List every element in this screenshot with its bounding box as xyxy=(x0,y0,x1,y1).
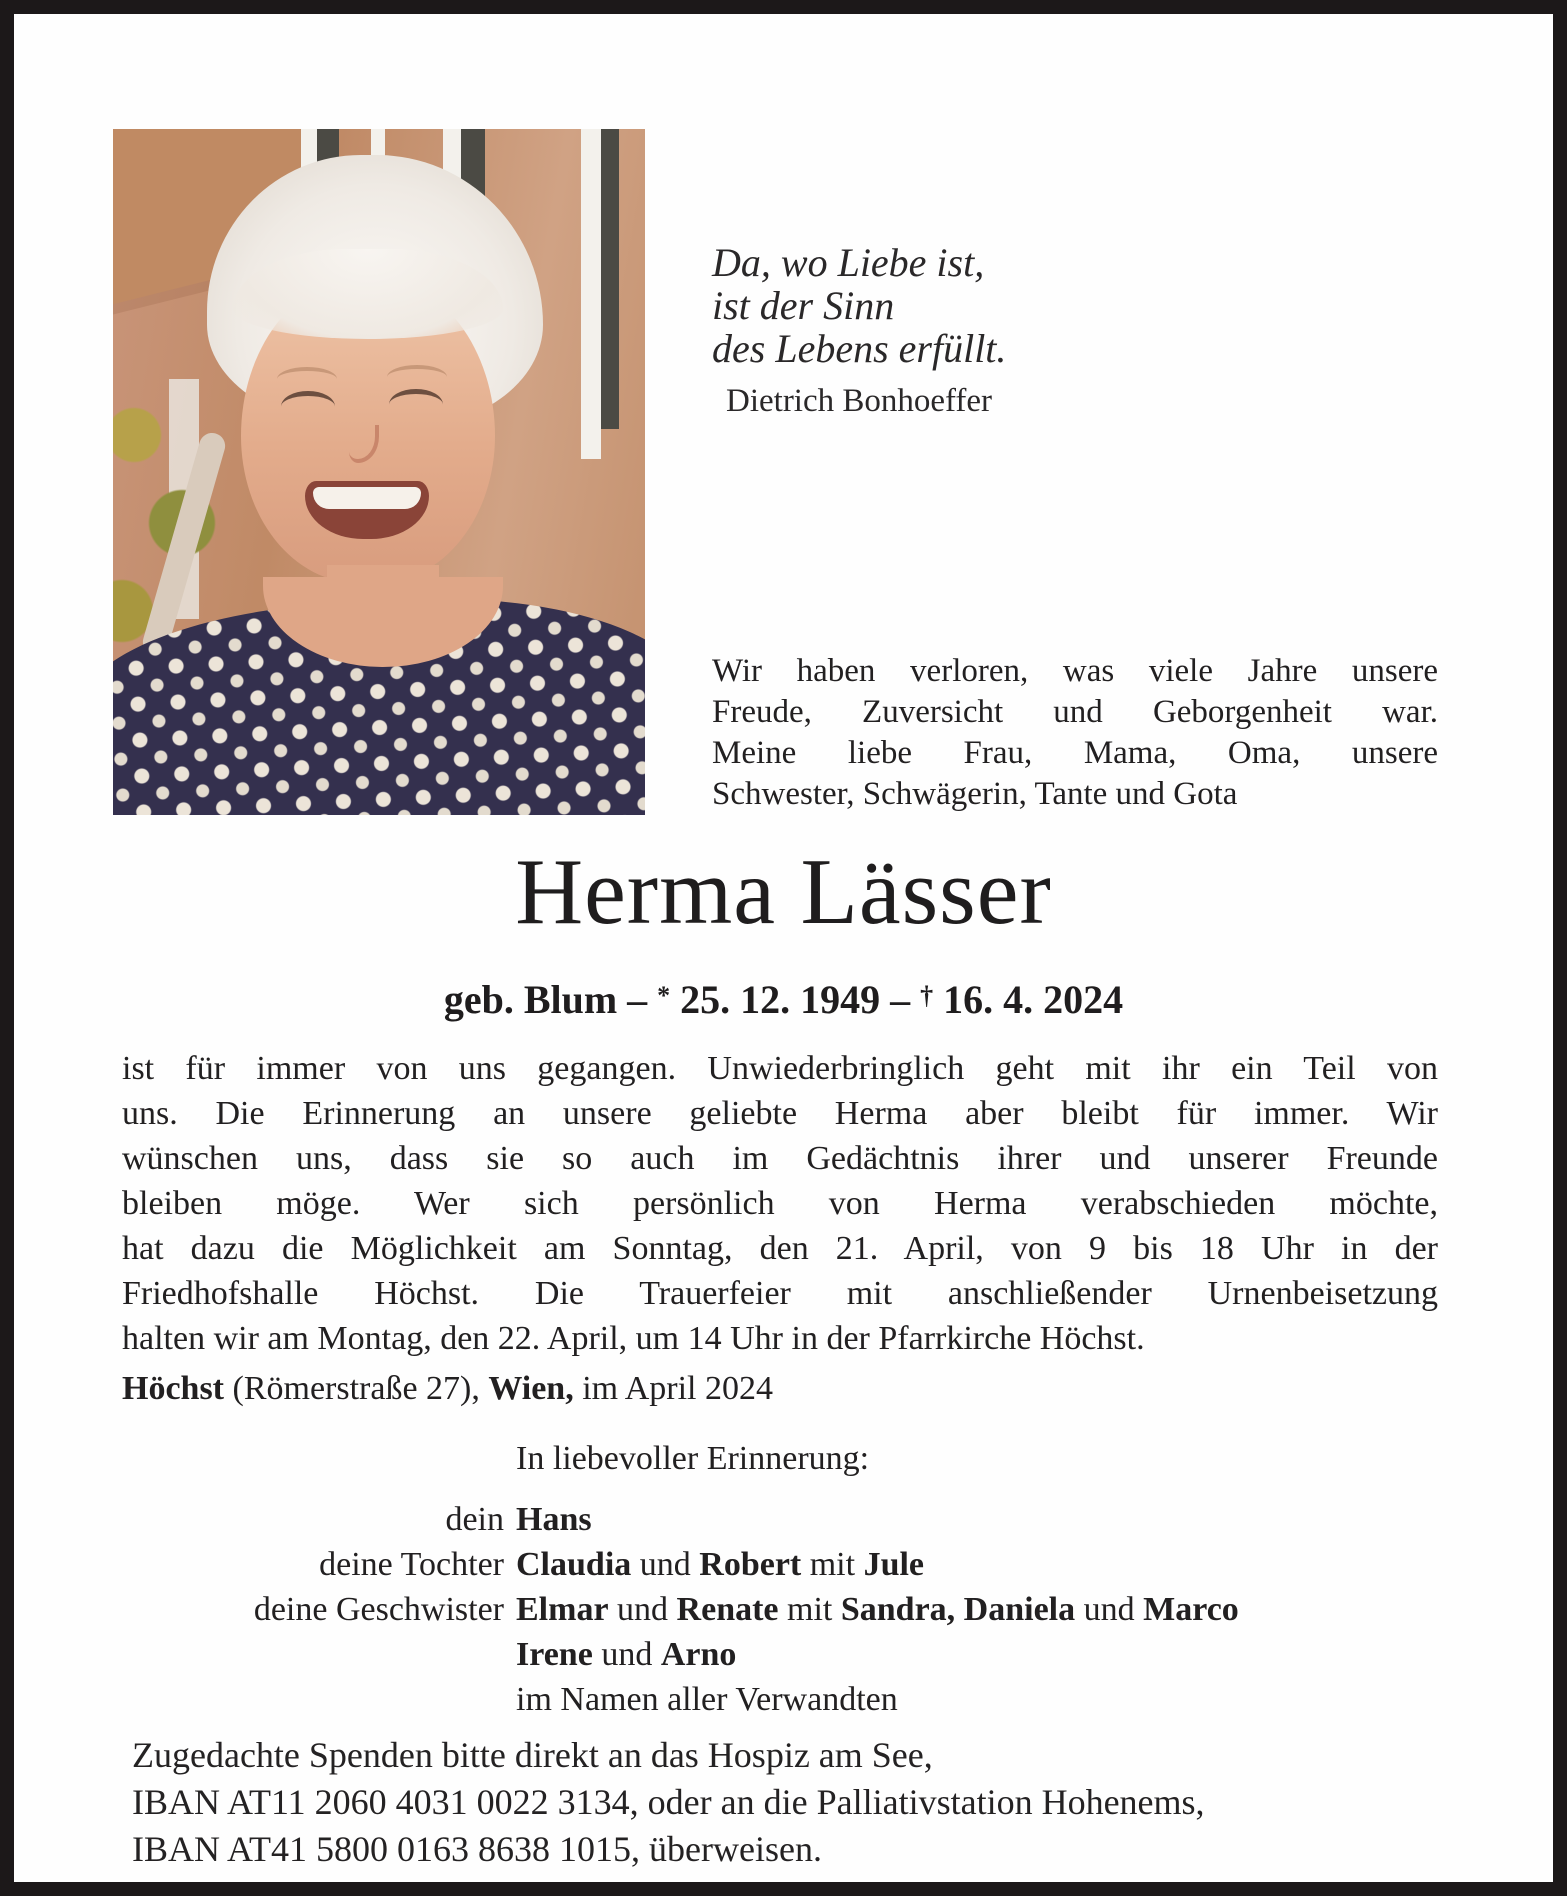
location-place: Höchst xyxy=(122,1370,224,1407)
death-cross-symbol: † xyxy=(920,981,934,1010)
memorial-names xyxy=(516,1497,1437,1542)
memorial-names xyxy=(516,1542,1437,1587)
death-date: 16. 4. 2024 xyxy=(933,977,1124,1022)
location-street: (Römerstraße 27), xyxy=(224,1370,489,1407)
intro-paragraph xyxy=(712,651,1438,815)
birth-star-symbol: * xyxy=(657,981,671,1010)
intro-line: Wir haben verloren, was viele Jahre unsere xyxy=(712,653,1438,689)
donations-block xyxy=(132,1732,1205,1873)
obituary-sheet xyxy=(14,14,1553,1882)
quote xyxy=(712,241,1438,423)
family-name: Robert xyxy=(699,1546,802,1583)
main-paragraph-line: uns. Die Erinnerung an unsere geliebte Herma aber bleibt für immer. Wir xyxy=(122,1095,1438,1132)
birth-death-line xyxy=(14,976,1553,1023)
quote-line: des Lebens erfüllt. xyxy=(712,326,1007,371)
donations-line-iban: IBAN AT11 2060 4031 0022 3134, oder an die Palliativstation Hohenems, xyxy=(132,1782,1205,1822)
deceased-name: Herma Lässer xyxy=(515,840,1052,944)
window-glass xyxy=(601,129,619,429)
quote-line: Da, wo Liebe ist, xyxy=(712,240,985,285)
memorial-row xyxy=(122,1677,1437,1722)
memorial-title: In liebevoller Erinnerung: xyxy=(516,1440,870,1477)
memorial-label xyxy=(122,1436,516,1481)
conjunction: mit xyxy=(801,1546,864,1583)
intro-line: Schwester, Schwägerin, Tante und Gota xyxy=(712,776,1238,812)
birth-date: 25. 12. 1949 – xyxy=(670,977,921,1022)
main-paragraph xyxy=(122,1046,1438,1361)
portrait-photo xyxy=(113,129,645,815)
family-name: Claudia xyxy=(516,1546,632,1583)
hair-fringe xyxy=(233,249,503,339)
memorial-block xyxy=(122,1436,1437,1722)
main-paragraph-line: halten wir am Montag, den 22. April, um 14 Uhr in der Pfarrkirche Höchst. xyxy=(122,1320,1145,1357)
location-date-line xyxy=(122,1370,773,1408)
eyebrow-left xyxy=(277,367,337,391)
memorial-names xyxy=(516,1632,1437,1677)
memorial-row xyxy=(122,1497,1437,1542)
eye-right xyxy=(389,389,443,420)
memorial-label xyxy=(122,1632,516,1677)
location-month: im April 2024 xyxy=(573,1370,774,1407)
family-name: Marco xyxy=(1143,1591,1239,1628)
memorial-label: dein xyxy=(445,1501,504,1538)
teeth xyxy=(313,487,421,509)
right-column xyxy=(712,129,1438,815)
main-paragraph-line: bleiben möge. Wer sich persönlich von Herma verabschieden möchte, xyxy=(122,1185,1438,1222)
family-name: Irene xyxy=(516,1636,593,1673)
conjunction: und xyxy=(608,1591,677,1628)
conjunction: und xyxy=(631,1546,700,1583)
memorial-label xyxy=(122,1677,516,1722)
donations-line: Zugedachte Spenden bitte direkt an das Hospiz am See, xyxy=(132,1735,933,1775)
main-paragraph-line: hat dazu die Möglichkeit am Sonntag, den 21. April, von 9 bis 18 Uhr in der xyxy=(122,1230,1438,1267)
family-name: Arno xyxy=(660,1636,737,1673)
memorial-names xyxy=(516,1587,1437,1632)
memorial-title-row xyxy=(122,1436,1437,1481)
family-name: Elmar xyxy=(516,1591,609,1628)
maiden-name: geb. Blum – xyxy=(443,977,658,1022)
memorial-label: deine Geschwister xyxy=(253,1591,504,1628)
family-name: Jule xyxy=(863,1546,925,1583)
memorial-label: deine Tochter xyxy=(319,1546,504,1583)
memorial-row xyxy=(122,1587,1437,1632)
eyebrow-right xyxy=(387,365,447,389)
location-place-2: Wien, xyxy=(488,1370,574,1407)
conjunction: und xyxy=(1075,1591,1144,1628)
main-paragraph-line: Friedhofshalle Höchst. Die Trauerfeier mit anschließender Urnenbeisetzung xyxy=(122,1275,1438,1312)
conjunction: und xyxy=(592,1636,661,1673)
memorial-closing: im Namen aller Verwandten xyxy=(516,1681,898,1718)
intro-line: Freude, Zuversicht und Geborgenheit war. xyxy=(712,694,1438,730)
memorial-row xyxy=(122,1542,1437,1587)
main-paragraph-line: wünschen uns, dass sie so auch im Gedächtnis ihrer und unserer Freunde xyxy=(122,1140,1438,1177)
main-paragraph-line: ist für immer von uns gegangen. Unwiederbringlich geht mit ihr ein Teil von xyxy=(122,1050,1438,1087)
donations-line-iban: IBAN AT41 5800 0163 8638 1015, überweisen. xyxy=(132,1829,822,1869)
quote-attribution: Dietrich Bonhoeffer xyxy=(726,383,993,419)
family-name: Hans xyxy=(516,1501,592,1538)
memorial-row xyxy=(122,1632,1437,1677)
window-frame-bar xyxy=(581,129,601,459)
family-name: Renate xyxy=(676,1591,779,1628)
eye-left xyxy=(281,391,335,422)
quote-line: ist der Sinn xyxy=(712,283,895,328)
family-name: Sandra, Daniela xyxy=(840,1591,1076,1628)
intro-line: Meine liebe Frau, Mama, Oma, unsere xyxy=(712,735,1438,771)
conjunction: mit xyxy=(778,1591,841,1628)
